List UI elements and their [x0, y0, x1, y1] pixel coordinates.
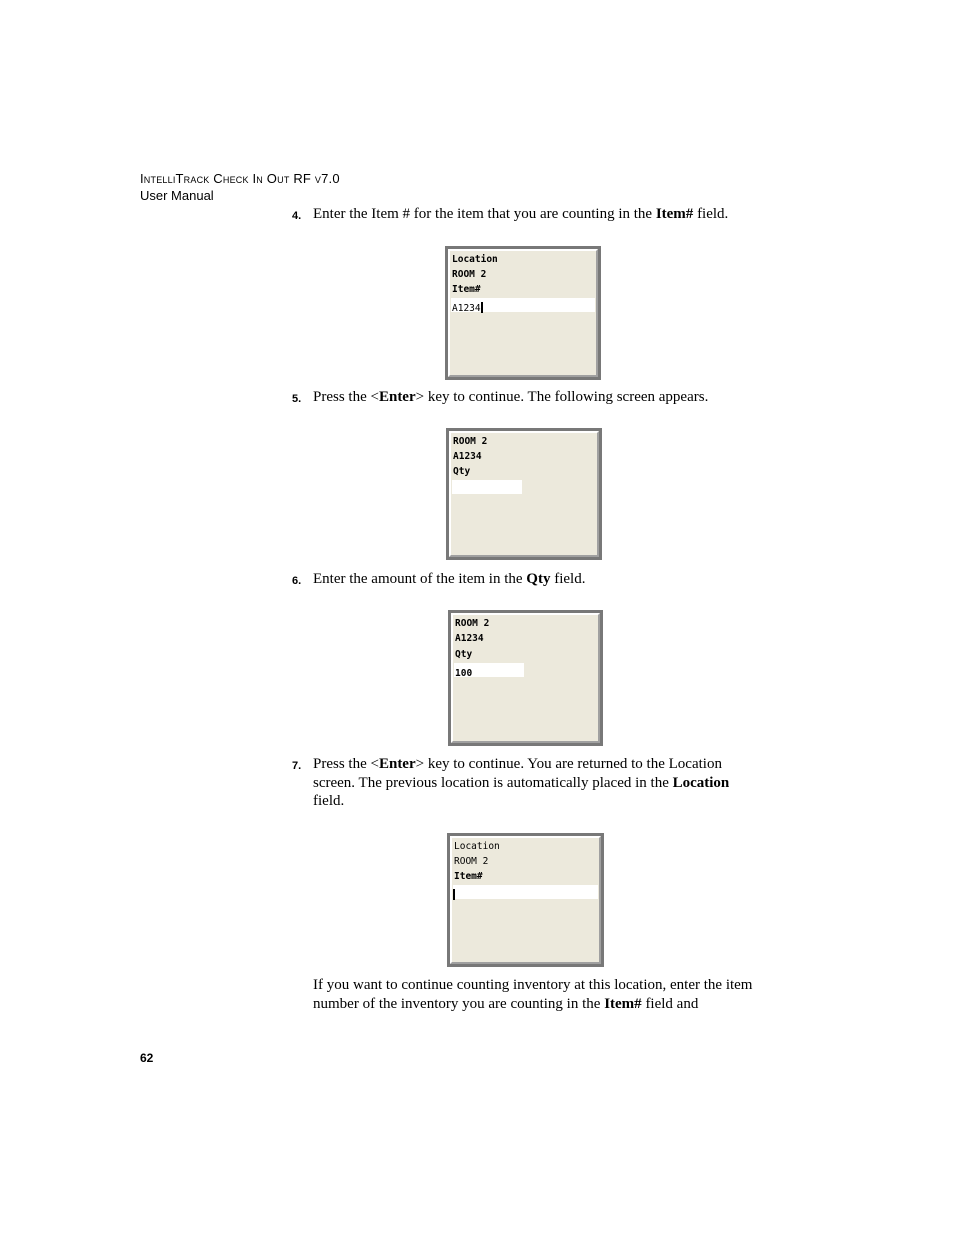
step-text: Press the <Enter> key to continue. You are returned to the Location screen. The previous location is automatically placed in the Location field.: [313, 756, 730, 809]
screen-value: ROOM 2: [452, 269, 487, 280]
text-cursor: [481, 302, 483, 313]
closing-paragraph: If you want to continue counting inventory at this location, enter the item number of the inventory you are counting in the Item# field and: [313, 977, 753, 1012]
step-number: 4.: [292, 210, 302, 222]
step-5: [292, 388, 762, 407]
step-6: [292, 570, 762, 589]
screen-label: Qty: [453, 466, 471, 477]
screen-value: A1234: [455, 633, 484, 644]
qty-input-field[interactable]: [452, 480, 522, 494]
item-input-field[interactable]: [453, 885, 598, 899]
page-number: 62: [140, 1051, 154, 1065]
screen-value: ROOM 2: [455, 618, 490, 629]
step-text: Press the <Enter> key to continue. The following screen appears.: [313, 389, 709, 405]
screen-label: Item#: [454, 871, 483, 882]
manual-subtitle: User Manual: [140, 188, 214, 203]
step-number: 5.: [292, 393, 302, 405]
screen-label: Qty: [455, 649, 473, 660]
manual-title: IntelliTrack Check In Out RF v7.0: [140, 171, 340, 186]
item-input-field[interactable]: A1234: [451, 298, 595, 312]
step-number: 7.: [292, 760, 302, 772]
qty-input-field[interactable]: 100: [454, 663, 524, 677]
screen-label: Item#: [452, 284, 481, 295]
step-text: Enter the Item # for the item that you are counting in the Item# field.: [313, 206, 729, 222]
rf-screen-qty-entered: [448, 610, 603, 746]
screen-label: Location: [452, 254, 498, 265]
rf-screen-qty-empty: [446, 428, 602, 560]
step-4: [292, 205, 762, 224]
screen-label: Location: [454, 841, 500, 852]
step-text: Enter the amount of the item in the Qty field.: [313, 571, 586, 587]
screen-value: ROOM 2: [454, 856, 489, 867]
step-7: [292, 755, 762, 811]
screen-value: A1234: [453, 451, 482, 462]
rf-screen-location-return: [447, 833, 604, 967]
running-header: [140, 170, 340, 204]
rf-screen-item-entry: [445, 246, 601, 380]
step-number: 6.: [292, 575, 302, 587]
screen-value: ROOM 2: [453, 436, 488, 447]
